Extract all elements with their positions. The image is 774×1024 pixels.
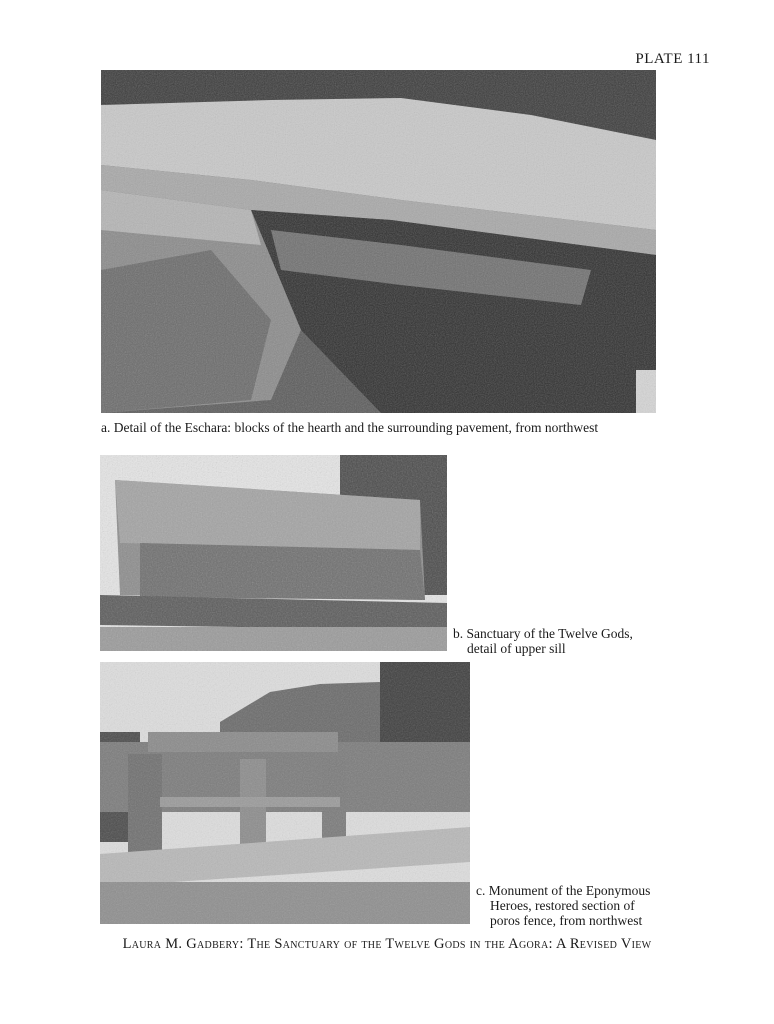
photo-upper-sill (100, 455, 447, 651)
caption-c-line-3: poros fence, from northwest (490, 913, 643, 928)
caption-c-line-2: Heroes, restored section of (490, 898, 635, 913)
caption-b-line-1: b. Sanctuary of the Twelve Gods, (453, 626, 633, 641)
caption-b (453, 626, 633, 656)
caption-b-line-2: detail of upper sill (467, 641, 566, 656)
caption-c-line-1: c. Monument of the Eponymous (476, 883, 651, 898)
article-title-footer: Laura M. Gadbery: The Sanctuary of the Twelve Gods in the Agora: A Revised View (122, 936, 652, 952)
photo-poros-fence (100, 662, 470, 924)
photo-eschara-blocks (101, 70, 656, 413)
caption-a: a. Detail of the Eschara: blocks of the hearth and the surrounding pavement, from northwest (101, 420, 599, 435)
plate-number: PLATE 111 (635, 51, 710, 67)
caption-c (476, 883, 650, 928)
